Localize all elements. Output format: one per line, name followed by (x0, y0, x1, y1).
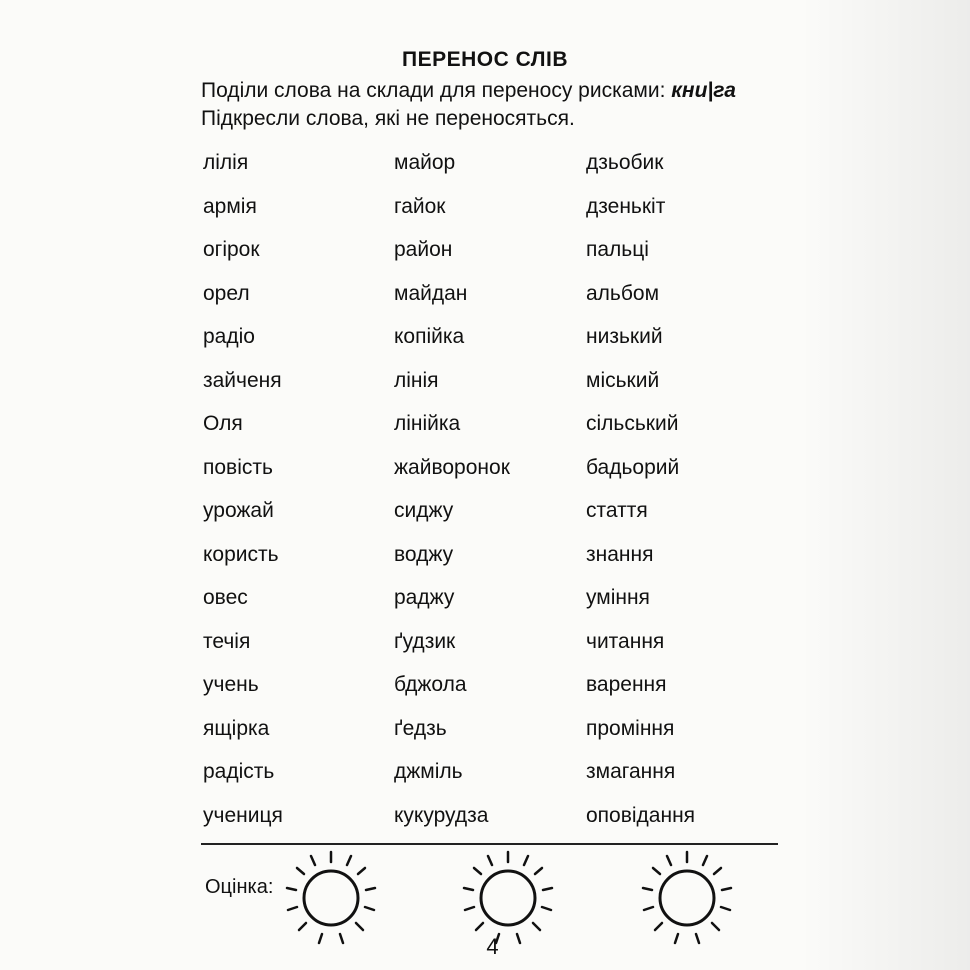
divider-line (201, 843, 778, 845)
instruction-line-2: Підкресли слова, які не переносяться. (201, 107, 575, 130)
page-edge-shadow (800, 0, 970, 970)
word-item: лінія (394, 368, 439, 392)
word-item: користь (203, 542, 279, 566)
word-column-2 (394, 145, 510, 841)
word-column-1 (203, 145, 283, 841)
word-item: лілія (203, 151, 249, 174)
word-item: район (394, 238, 453, 261)
word-item: уміння (586, 586, 650, 609)
word-item: проміння (586, 716, 675, 740)
word-item: варення (586, 673, 667, 696)
word-item: майдан (394, 281, 468, 305)
word-item: лінійка (394, 412, 461, 435)
instruction-text: Поділи слова на склади для переносу рисками: (201, 79, 672, 102)
word-item: овес (203, 586, 248, 609)
word-item: міський (586, 368, 660, 392)
word-item: урожай (203, 499, 274, 522)
instruction-example: кни|га (671, 79, 736, 102)
word-item: орел (203, 281, 250, 305)
word-item: бджола (394, 673, 467, 696)
word-item: радіо (203, 325, 255, 348)
word-item: стаття (586, 499, 648, 522)
sun-icon[interactable] (458, 848, 558, 948)
word-item: читання (586, 629, 665, 653)
word-item: альбом (586, 281, 660, 305)
word-item: радість (203, 760, 275, 783)
word-item: змагання (586, 760, 676, 783)
word-item: низький (586, 325, 663, 348)
word-column-3 (586, 145, 695, 841)
word-item: раджу (394, 586, 455, 609)
word-item: учень (203, 673, 259, 696)
word-item: знання (586, 542, 654, 566)
grade-label: Оцінка: (205, 876, 274, 898)
instruction-line-1 (201, 78, 736, 104)
word-item: бадьорий (586, 455, 680, 479)
word-item: воджу (394, 542, 454, 566)
word-item: ґедзь (394, 716, 447, 740)
word-item: огірок (203, 238, 260, 261)
word-item: гайок (394, 194, 446, 218)
word-item: дзенькіт (586, 194, 666, 218)
word-item: оповідання (586, 803, 696, 827)
word-item: зайченя (203, 368, 282, 392)
word-item: майор (394, 151, 456, 174)
word-item: ґудзик (394, 629, 456, 653)
sun-icon[interactable] (637, 848, 737, 948)
word-item: армія (203, 194, 257, 218)
word-item: ящірка (203, 716, 270, 740)
word-item: повість (203, 455, 273, 479)
page-number: 4 (486, 934, 499, 959)
word-item: сільський (586, 412, 679, 435)
sun-icon[interactable] (281, 848, 381, 948)
word-item: сиджу (394, 499, 454, 522)
word-item: жайворонок (394, 455, 510, 479)
word-item: кукурудза (394, 803, 489, 827)
word-item: учениця (203, 803, 283, 827)
page-title: ПЕРЕНОС СЛІВ (402, 48, 568, 71)
word-item: копійка (394, 325, 465, 348)
word-item: пальці (586, 238, 649, 261)
word-item: джміль (394, 760, 463, 783)
word-item: дзьобик (586, 151, 664, 174)
word-item: течія (203, 629, 251, 653)
word-item: Оля (203, 412, 243, 435)
